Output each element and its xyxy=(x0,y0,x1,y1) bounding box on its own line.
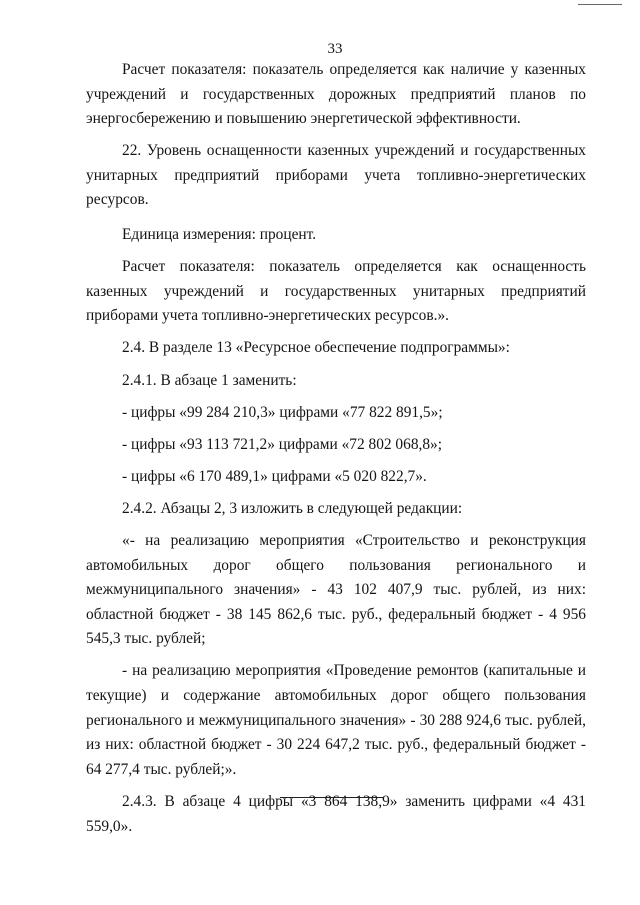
paragraph-replace-1: - цифры «99 284 210,3» цифрами «77 822 891,5»; xyxy=(122,403,443,421)
paragraph-replace-2: - цифры «93 113 721,2» цифрами «72 802 068,8»; xyxy=(122,435,443,453)
paragraph-indicator-22: 22. Уровень оснащенности казенных учреждений и государственных унитарных предприятий приборами учета топливно-энергетических ресурсов. xyxy=(86,142,586,209)
paragraph-2-4-2: 2.4.2. Абзацы 2, 3 изложить в следующей редакции: xyxy=(122,499,463,517)
paragraph-construction: «- на реализацию мероприятия «Строительство и реконструкция автомобильных дорог общего пользования регионального и межмуниципального значения» - 43 102 407,9 тыс. рублей, из них: областной бюджет - 38 145 862,6 тыс. руб., федеральный бюджет - 4 956 545,3 тыс. рублей; xyxy=(86,532,586,648)
corner-mark xyxy=(578,4,622,5)
page-number: 33 xyxy=(327,41,343,57)
paragraph-repairs: - на реализацию мероприятия «Проведение ремонтов (капитальные и текущие) и содержание автомобильных дорог общего пользования регионального и межмуниципального значения» - 30 288 924,6 тыс. рублей, из них: областной бюджет - 30 224 647,2 тыс. руб., федеральный бюджет - 64 277,4 тыс. рублей;». xyxy=(86,662,586,778)
document-body xyxy=(86,58,586,847)
paragraph-section-2-4: 2.4. В разделе 13 «Ресурсное обеспечение подпрограммы»: xyxy=(122,339,510,357)
paragraph-2-4-3: 2.4.3. В абзаце 4 цифры «3 864 138,9» заменить цифрами «4 431 559,0». xyxy=(86,792,586,835)
paragraph-calc-energy-plans: Расчет показателя: показатель определяется как наличие у казенных учреждений и государственных дорожных предприятий планов по энергосбережению и повышению энергетической эффективности. xyxy=(86,61,586,128)
paragraph-calc-metering: Расчет показателя: показатель определяется как оснащенность казенных учреждений и государственных унитарных предприятий приборами учета топливно-энергетических ресурсов.». xyxy=(86,258,586,325)
end-divider xyxy=(280,797,384,798)
paragraph-replace-3: - цифры «6 170 489,1» цифрами «5 020 822,7». xyxy=(122,467,427,485)
paragraph-unit: Единица измерения: процент. xyxy=(122,226,317,244)
paragraph-2-4-1: 2.4.1. В абзаце 1 заменить: xyxy=(122,371,297,389)
